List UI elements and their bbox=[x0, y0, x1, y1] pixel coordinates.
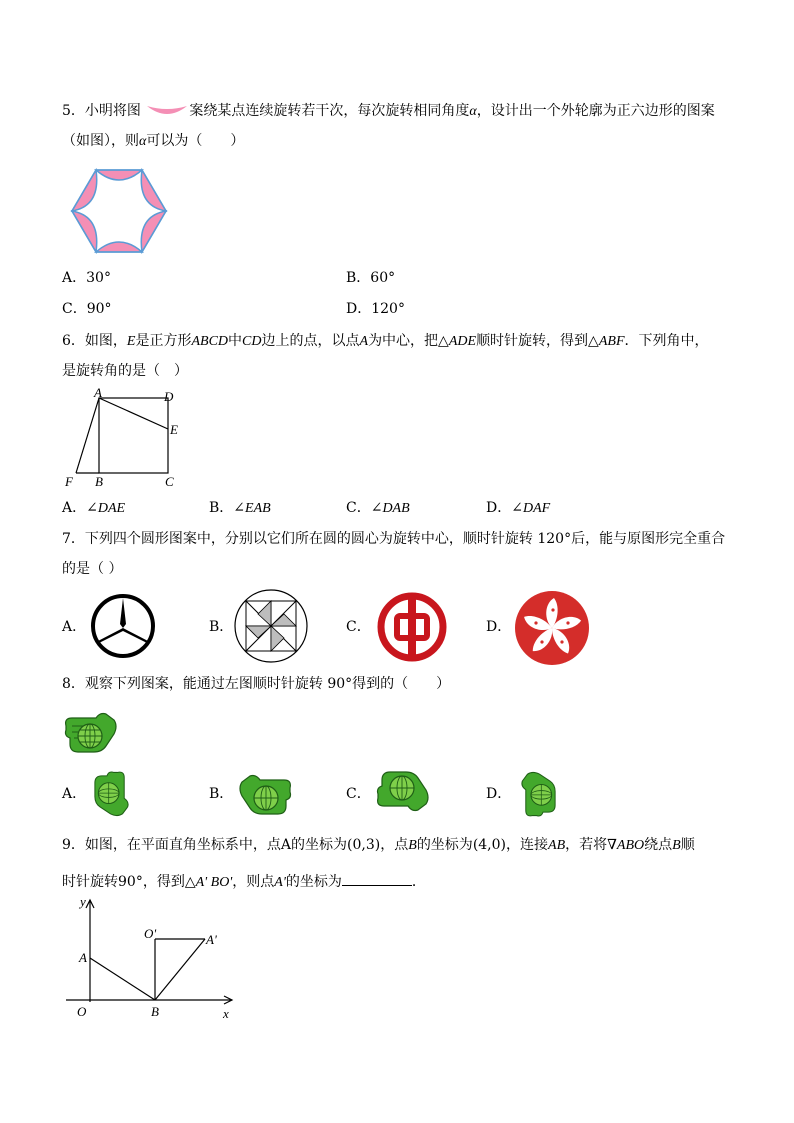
q6-label-f: F bbox=[65, 474, 73, 489]
q7-bauhinia-icon bbox=[514, 590, 590, 666]
q9-line-1: 9．如图，在平面直角坐标系中，点A的坐标为(0,3)，点B的坐标为(4,0)，连接AB，若将∇ABO绕点B顺 bbox=[62, 837, 695, 853]
q6-option-d[interactable]: D．∠DAF bbox=[486, 500, 551, 516]
q8-option-c-hand-globe-icon bbox=[374, 768, 432, 818]
q8-option-b-hand-globe-icon bbox=[236, 768, 294, 818]
q9-label-a: A bbox=[79, 950, 87, 965]
q6-label-e: E bbox=[170, 422, 178, 437]
q5-option-b[interactable]: B．60° bbox=[346, 270, 396, 286]
q5-hexagon-figure bbox=[70, 168, 168, 254]
q6-option-c[interactable]: C．∠DAB bbox=[346, 500, 410, 516]
q7-option-d[interactable]: D． bbox=[486, 619, 512, 635]
q8-number: 8． bbox=[62, 676, 85, 692]
q5-option-d[interactable]: D．120° bbox=[346, 301, 405, 317]
q6-option-a[interactable]: A．∠DAE bbox=[62, 500, 126, 516]
q9-coordinate-figure bbox=[62, 892, 242, 1022]
q8-option-d-hand-globe-icon bbox=[512, 766, 562, 822]
q9-label-x: x bbox=[223, 1006, 229, 1021]
q6-option-b[interactable]: B．∠EAB bbox=[209, 500, 271, 516]
q8-option-a[interactable]: A． bbox=[62, 786, 87, 802]
q7-bank-logo-icon bbox=[377, 592, 447, 662]
q6-line-2: 是旋转角的是（ ） bbox=[62, 363, 188, 379]
q7-line-1: 7．下列四个圆形图案中，分别以它们所在圆的圆心为旋转中心，顺时针旋转 120°后，能与原图形完全重合 bbox=[62, 531, 726, 547]
q5-line-1: 5．小明将图 案绕某点连续旋转若干次，每次旋转相同角度α，设计出一个外轮廓为正六边形的图案 bbox=[62, 103, 715, 119]
petal-shape-icon bbox=[145, 104, 189, 118]
q6-square-figure bbox=[60, 388, 190, 492]
q7-mercedes-icon bbox=[89, 592, 157, 660]
q7-option-c[interactable]: C． bbox=[346, 619, 371, 635]
q9-label-y: y bbox=[80, 894, 86, 909]
q6-number: 6． bbox=[62, 333, 85, 349]
q9-label-a-prime: A' bbox=[206, 932, 217, 947]
q9-label-o-prime: O' bbox=[144, 926, 157, 941]
q7-pinwheel-icon bbox=[232, 586, 310, 664]
q9-label-o: O bbox=[77, 1004, 87, 1019]
q8-option-c[interactable]: C． bbox=[346, 786, 371, 802]
q7-line-2: 的是（ ） bbox=[62, 561, 123, 577]
q5-line-2: （如图），则α可以为（ ） bbox=[62, 133, 245, 149]
q7-option-a[interactable]: A． bbox=[62, 619, 87, 635]
q8-option-b[interactable]: B． bbox=[209, 786, 234, 802]
q9-line-2: 时针旋转90°，得到△A' BO'，则点A'的坐标为 ． bbox=[62, 871, 426, 893]
q8-option-d[interactable]: D． bbox=[486, 786, 512, 802]
q5-number: 5． bbox=[62, 103, 85, 119]
q9-label-b: B bbox=[151, 1004, 159, 1019]
q8-line-1: 8．观察下列图案，能通过左图顺时针旋转 90°得到的（ ） bbox=[62, 676, 451, 692]
q8-option-a-hand-globe-icon bbox=[88, 766, 138, 822]
q6-line-1: 6．如图，E是正方形ABCD中CD边上的点，以点A为中心，把△ADE顺时针旋转，得到△ABF．下列角中， bbox=[62, 333, 709, 349]
q8-reference-hand-globe-icon bbox=[62, 706, 120, 756]
q5-option-a[interactable]: A．30° bbox=[62, 270, 111, 286]
q7-option-b[interactable]: B． bbox=[209, 619, 234, 635]
q6-label-a: A bbox=[94, 388, 102, 400]
q9-number: 9． bbox=[62, 837, 85, 853]
q9-answer-blank[interactable] bbox=[342, 871, 412, 886]
q6-label-c: C bbox=[165, 474, 174, 489]
q5-option-c[interactable]: C．90° bbox=[62, 301, 112, 317]
q6-label-d: D bbox=[164, 389, 174, 404]
q7-number: 7． bbox=[62, 531, 85, 547]
q6-label-b: B bbox=[95, 474, 103, 489]
